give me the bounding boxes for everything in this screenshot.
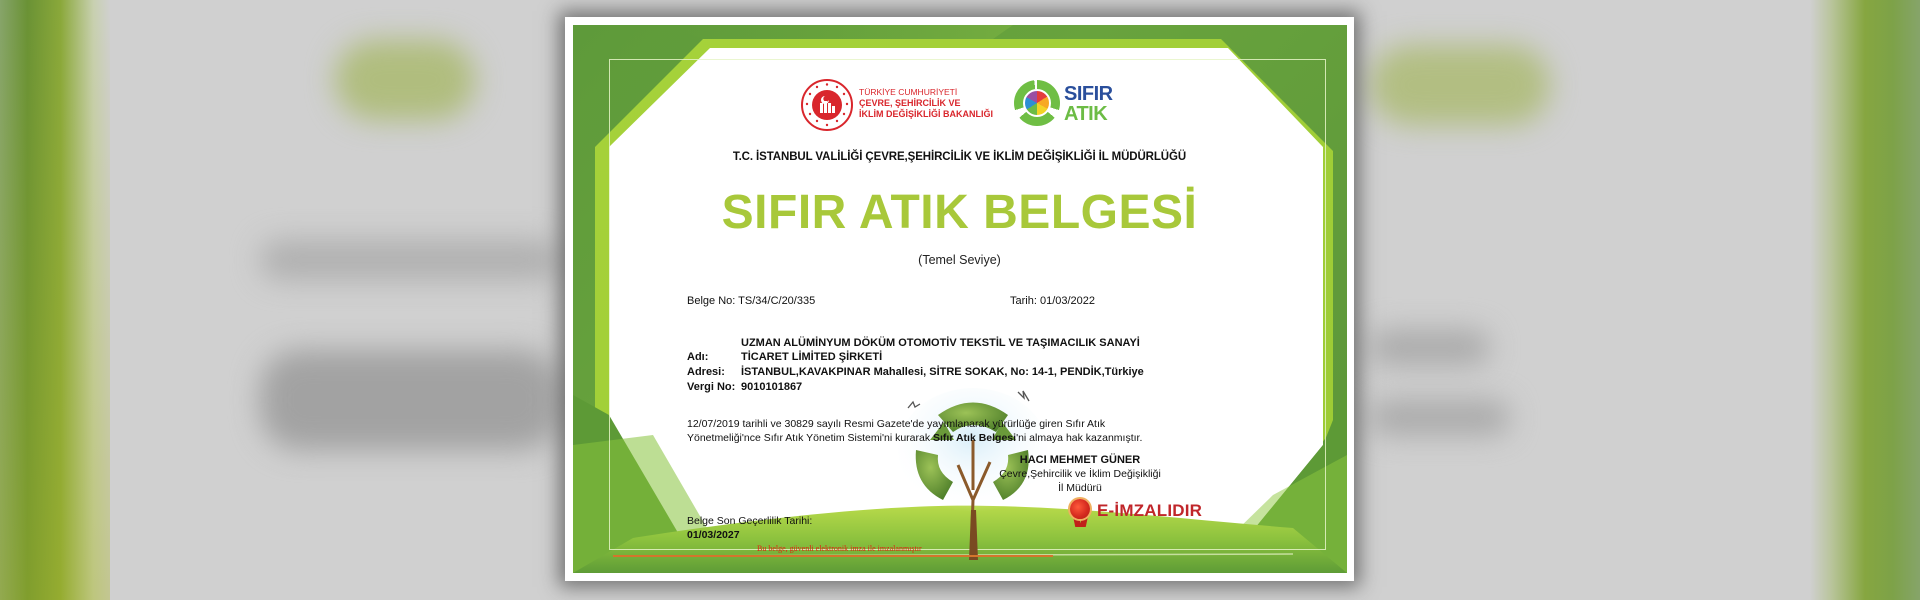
company-name-line-2: TİCARET LİMİTED ŞİRKETİ xyxy=(741,351,883,363)
ministry-line-2: ÇEVRE, ŞEHİRCİLİK VE xyxy=(859,98,961,108)
ministry-name xyxy=(859,87,1009,120)
certificate xyxy=(565,17,1354,581)
statement-line-2-post: 'ni almaya hak kazanmıştır. xyxy=(1016,432,1143,444)
certificate-level: (Temel Seviye) xyxy=(918,253,1001,267)
e-signature-badge xyxy=(1070,497,1210,531)
company-name-line-1: UZMAN ALÜMİNYUM DÖKÜM OTOMOTİV TEKSTİL VE TAŞIMACILIK SANAYİ xyxy=(741,337,1140,349)
address-label: Adresi: xyxy=(687,366,725,378)
background-green-stripe-right xyxy=(1810,0,1920,600)
issuing-directorate: T.C. İSTANBUL VALİLİĞİ ÇEVRE,ŞEHİRCİLİK VE İKLİM DEĞİŞİKLİĞİ İL MÜDÜRLÜĞÜ xyxy=(732,151,1187,163)
background-blur-logo xyxy=(1370,45,1550,125)
background-blur-logo xyxy=(335,40,475,120)
belge-no: Belge No: TS/34/C/20/335 xyxy=(687,295,816,307)
background-blur-text xyxy=(260,240,560,280)
ministry-logo xyxy=(801,79,1001,137)
statement-line-1: 12/07/2019 tarihli ve 30829 sayılı Resmi Gazete'de yayımlanarak yürürlüğe giren Sıfır Atık xyxy=(687,418,1106,430)
sifir-atik-flower-icon xyxy=(1023,89,1051,117)
background-blur-text xyxy=(1370,330,1490,365)
sifir-logo-word: SIFIR xyxy=(1064,83,1113,105)
ministry-seal-icon xyxy=(801,79,853,131)
ministry-line-3: İKLİM DEĞİŞİKLİĞİ BAKANLIĞI xyxy=(859,109,993,119)
certificate-content xyxy=(565,17,1354,581)
sifir-atik-logo xyxy=(1014,80,1124,134)
background-green-stripe-left xyxy=(0,0,110,600)
company-address: İSTANBUL,KAVAKPINAR Mahallesi, SİTRE SOKAK, No: 14-1, PENDİK,Türkiye xyxy=(741,366,1144,378)
certificate-title: SIFIR ATIK BELGESİ xyxy=(721,186,1198,239)
atik-logo-word: ATIK xyxy=(1064,103,1108,125)
e-signature-footer-note: Bu belge, güvenli elektronik imza ile imzalanmıştır xyxy=(757,544,922,553)
validity-date: 01/03/2027 xyxy=(687,529,740,541)
signatory-title-2: İl Müdürü xyxy=(1058,482,1102,494)
signatory-block xyxy=(945,453,1215,495)
validity-label: Belge Son Geçerlilik Tarihi: xyxy=(687,515,813,527)
certificate-statement xyxy=(687,417,1142,445)
ministry-line-1: TÜRKİYE CUMHURİYETİ xyxy=(859,87,958,97)
signatory-name: HACI MEHMET GÜNER xyxy=(1019,454,1141,466)
rosette-icon xyxy=(1070,499,1090,519)
signatory-title-1: Çevre,Şehircilik ve İklim Değişikliği xyxy=(999,468,1161,480)
tax-no-label: Vergi No: xyxy=(687,381,736,393)
e-signature-label: E-İMZALIDIR xyxy=(1097,501,1203,520)
statement-line-2-pre: Yönetmeliği'nce Sıfır Atık Yönetim Sistemi'ni kurarak xyxy=(687,432,934,444)
issue-date: Tarih: 01/03/2022 xyxy=(1010,295,1096,307)
tax-number: 9010101867 xyxy=(741,381,803,393)
background-blur-text xyxy=(260,350,560,450)
background-blur-text xyxy=(1370,400,1510,435)
company-name-label: Adı: xyxy=(687,351,709,363)
statement-emphasis: Sıfır Atık Belgesi xyxy=(933,432,1017,444)
footer-rule xyxy=(613,555,1053,557)
statement-line-2 xyxy=(687,431,1142,445)
